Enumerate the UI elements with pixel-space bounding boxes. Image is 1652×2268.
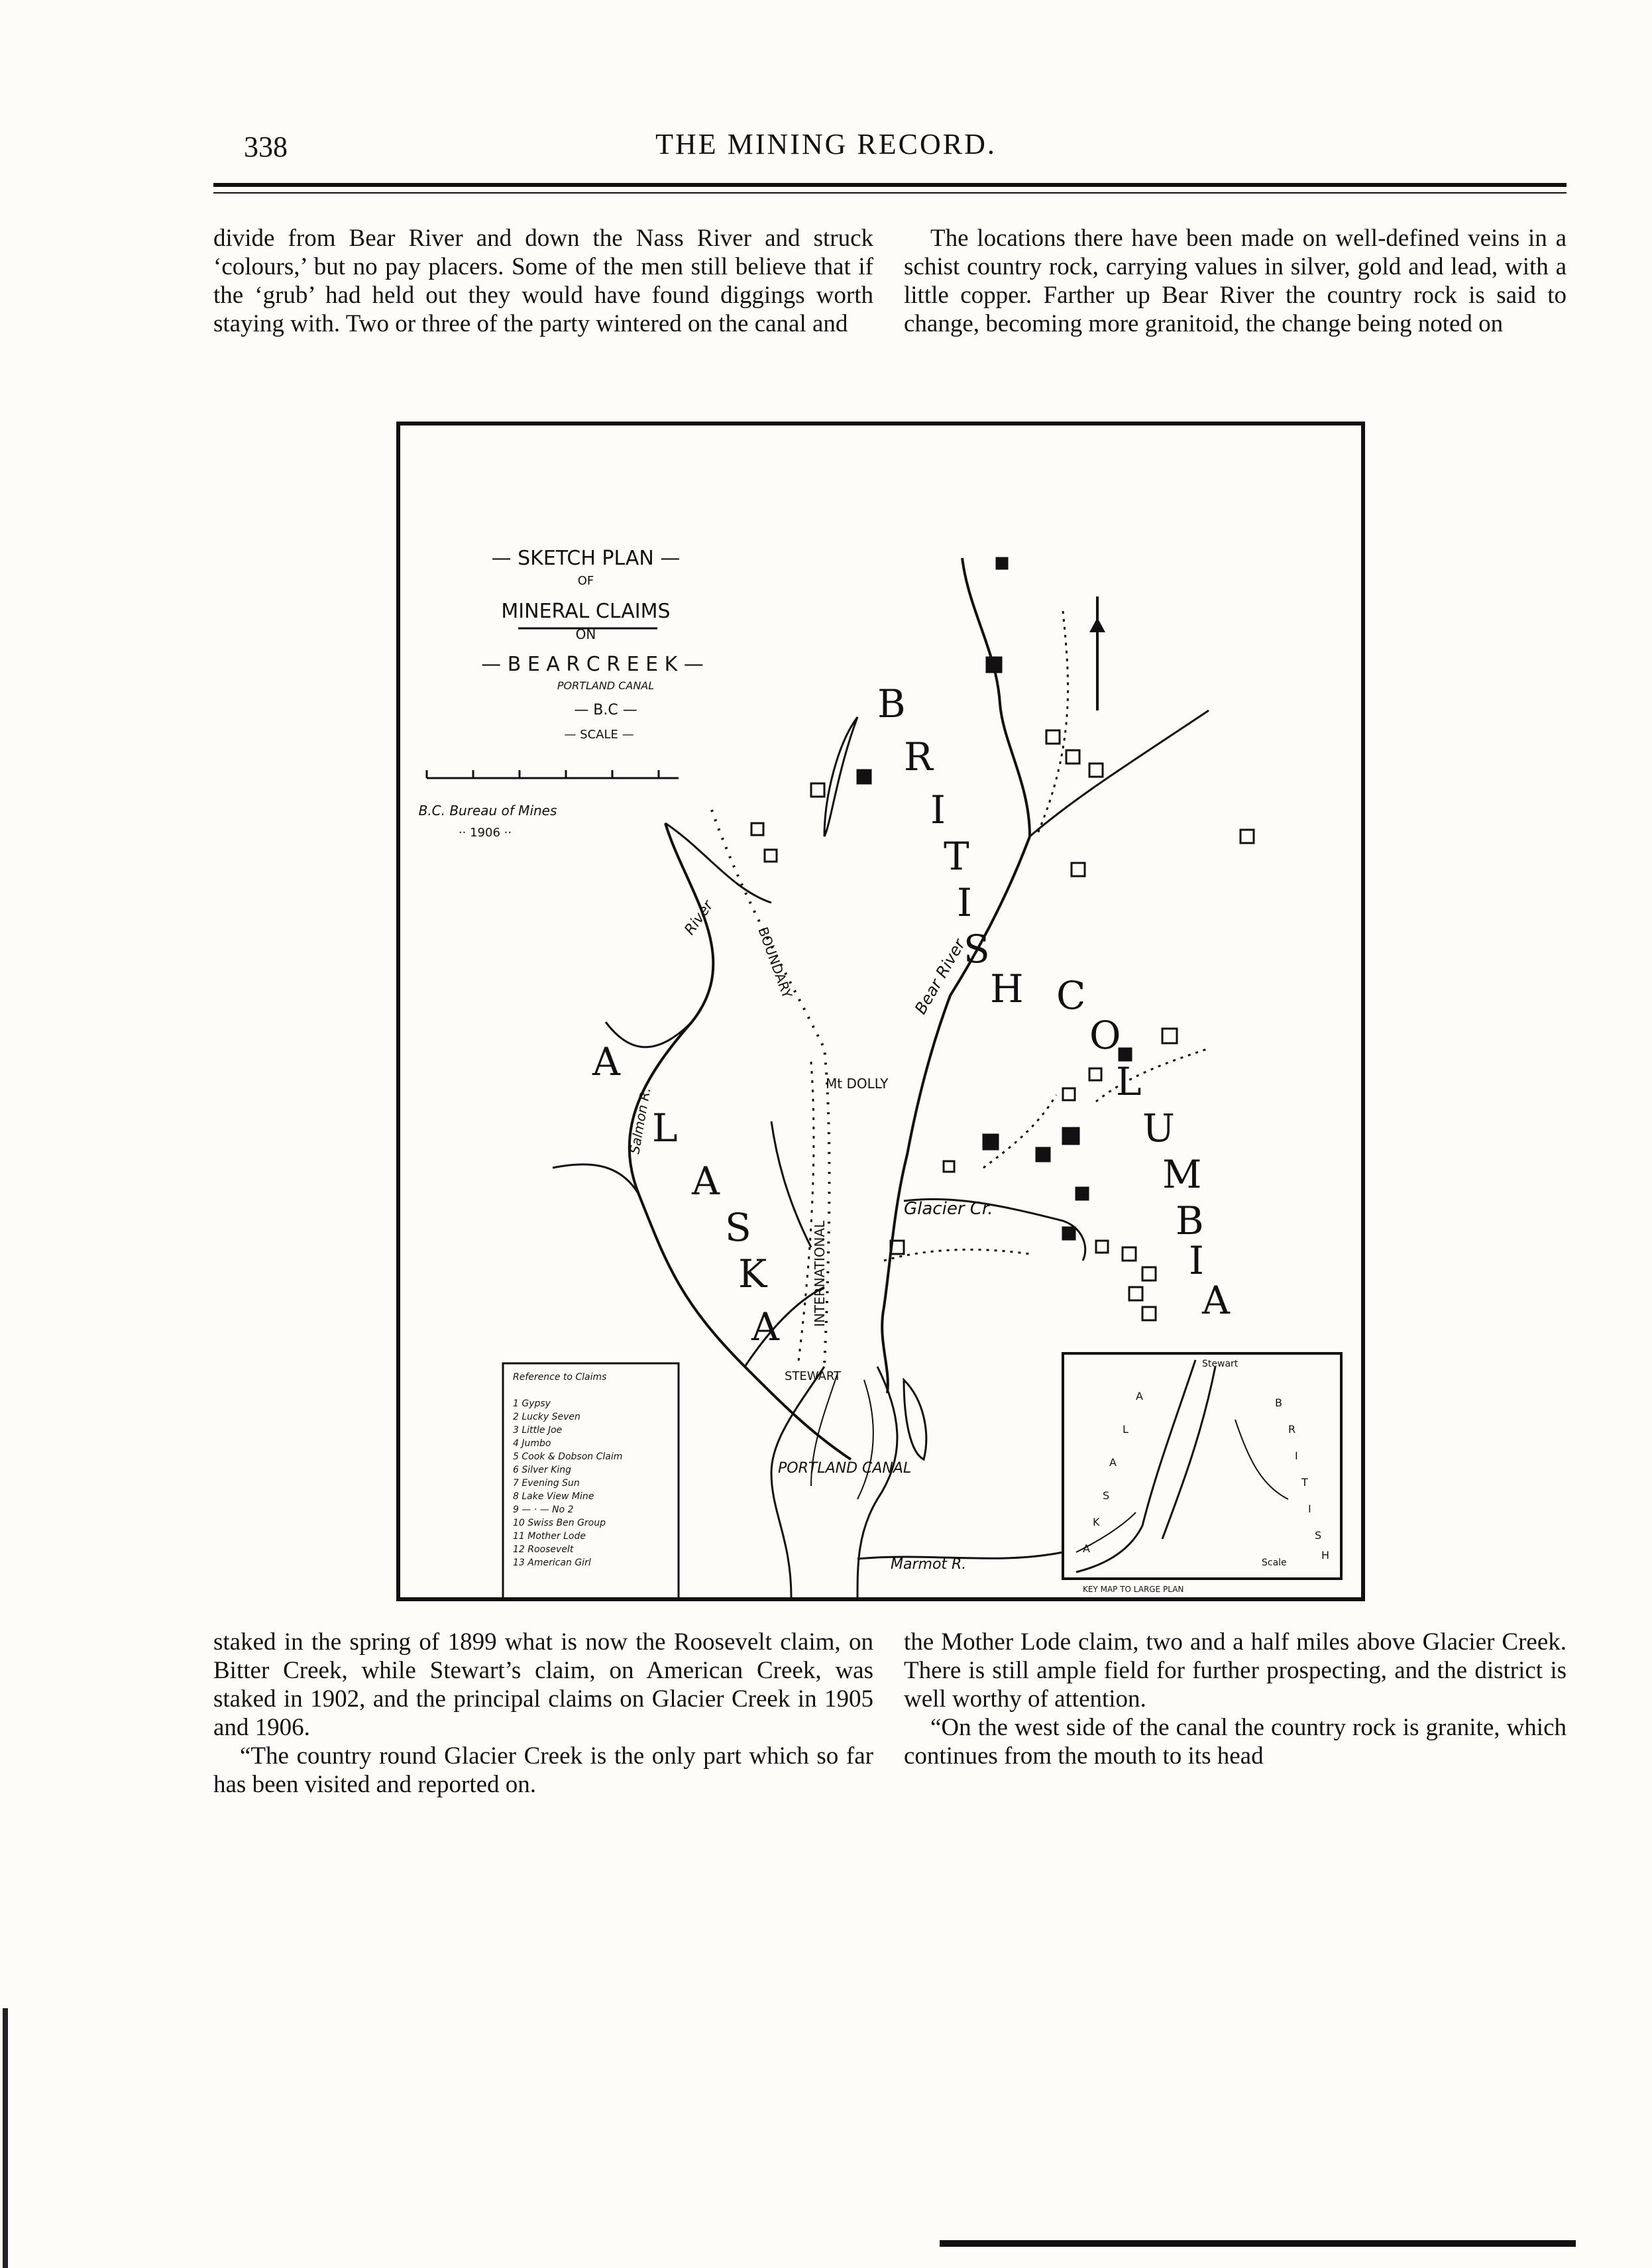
label-boundary: INTERNATIONAL (812, 1220, 828, 1327)
bottom-decorative-bar (940, 2240, 1576, 2247)
map-credit: B.C. Bureau of Mines (418, 803, 557, 819)
svg-text:7 Evening Sun: 7 Evening Sun (513, 1478, 580, 1489)
svg-text:13 American Girl: 13 American Girl (513, 1558, 591, 1568)
svg-text:6 Silver King: 6 Silver King (513, 1465, 571, 1475)
svg-text:I: I (1189, 1238, 1204, 1283)
map-credit: ·· 1906 ·· (458, 826, 512, 840)
svg-text:L: L (1123, 1423, 1129, 1436)
map-figure (396, 422, 1365, 1601)
place-labels (626, 897, 993, 1573)
map-title-line: — SKETCH PLAN — (491, 547, 681, 570)
paragraph: the Mother Lode claim, two and a half miles above Glacier Creek. There is still ample field for further prospecting, and the district is well worthy of attention. (904, 1628, 1567, 1713)
svg-text:A: A (592, 1039, 620, 1084)
svg-text:L: L (1116, 1059, 1142, 1104)
svg-text:U: U (1142, 1106, 1175, 1151)
page-number: 338 (244, 131, 288, 163)
label-glacier-creek: Glacier Cr. (904, 1199, 993, 1219)
paragraph: staked in the spring of 1899 what is now the Roosevelt claim, on Bitter Creek, while Stewart’s claim, on American Creek, was staked in 1902, and the principal claims on Glacier Creek in 1905 and 1906. (213, 1628, 873, 1741)
svg-text:Reference to Claims: Reference to Claims (513, 1372, 607, 1383)
key-map-caption: KEY MAP TO LARGE PLAN (1083, 1585, 1184, 1594)
header-rule-thick (213, 183, 1567, 187)
svg-text:S: S (1315, 1529, 1322, 1542)
svg-text:S: S (1103, 1489, 1110, 1502)
svg-text:L: L (652, 1106, 678, 1151)
svg-text:O: O (1089, 1013, 1121, 1058)
svg-text:I: I (930, 787, 946, 832)
svg-text:B: B (1176, 1198, 1204, 1243)
label-river-upper-left: River (681, 897, 717, 938)
reference-box (503, 1363, 679, 1597)
key-map-inset (1063, 1353, 1341, 1594)
svg-text:A: A (1202, 1278, 1230, 1323)
svg-text:8 Lake View Mine: 8 Lake View Mine (513, 1491, 594, 1502)
alaska-label (592, 1039, 780, 1349)
label-bear-river: Bear River (910, 936, 969, 1017)
label-salmon-river: Salmon R. (626, 1086, 654, 1155)
label-mt-dolly: Mt DOLLY (826, 1076, 889, 1092)
svg-text:12 Roosevelt: 12 Roosevelt (513, 1544, 574, 1555)
svg-text:A: A (1109, 1456, 1117, 1469)
svg-text:B: B (1275, 1396, 1282, 1409)
map-title-line: — B.C — (574, 702, 637, 718)
svg-text:C: C (1056, 973, 1086, 1018)
map-title-line: OF (577, 574, 594, 588)
svg-text:I: I (1308, 1503, 1311, 1515)
bottom-left-column (213, 1628, 873, 1799)
svg-text:4 Jumbo: 4 Jumbo (513, 1438, 551, 1449)
svg-text:H: H (990, 966, 1024, 1011)
svg-text:R: R (1288, 1423, 1296, 1436)
svg-text:A: A (1136, 1390, 1143, 1402)
bottom-right-column (904, 1628, 1567, 1770)
map-title-line: PORTLAND CANAL (557, 679, 655, 692)
svg-text:1 Gypsy: 1 Gypsy (513, 1398, 551, 1409)
svg-text:T: T (1301, 1476, 1308, 1489)
svg-text:B: B (877, 681, 906, 726)
svg-text:5 Cook & Dobson Claim: 5 Cook & Dobson Claim (513, 1451, 623, 1462)
svg-text:I: I (1295, 1449, 1298, 1462)
svg-text:S: S (964, 927, 990, 972)
svg-text:A: A (692, 1159, 720, 1204)
left-edge-bar (3, 2008, 8, 2268)
map-title-line: MINERAL CLAIMS (501, 600, 671, 623)
svg-text:T: T (944, 834, 969, 879)
paragraph: divide from Bear River and down the Nass River and struck ‘colours,’ but no pay placers. Some of the men still believe that if the ‘grub’ had held out they would have found diggings worth staying with. Two or three of the party wintered on the canal and (213, 225, 873, 337)
svg-text:9 — · — No 2: 9 — · — No 2 (513, 1504, 574, 1515)
map-title-line: ON (575, 626, 596, 642)
map-title-block (419, 547, 704, 840)
svg-text:A: A (751, 1304, 779, 1349)
svg-text:3 Little Joe: 3 Little Joe (513, 1425, 563, 1436)
key-map-scale: Scale (1262, 1558, 1287, 1568)
header-rule-thin (213, 192, 1567, 194)
label-portland-canal: PORTLAND CANAL (778, 1460, 912, 1477)
svg-text:K: K (1093, 1516, 1100, 1528)
map-title-line: — B E A R C R E E K — (481, 653, 704, 676)
svg-text:H: H (1321, 1549, 1330, 1561)
map-title-line: — SCALE — (564, 728, 634, 742)
svg-text:2 Lucky Seven: 2 Lucky Seven (513, 1412, 580, 1422)
svg-text:K: K (738, 1251, 767, 1296)
key-map-top-label: Stewart (1202, 1359, 1239, 1369)
svg-text:M: M (1162, 1152, 1202, 1197)
paragraph: “On the west side of the canal the country rock is granite, which continues from the mouth to its head (904, 1714, 1567, 1770)
label-stewart: STEWART (785, 1369, 842, 1383)
svg-text:R: R (904, 734, 933, 779)
svg-text:A: A (1083, 1542, 1090, 1555)
paragraph: “The country round Glacier Creek is the only part which so far has been visited and reported on. (213, 1742, 873, 1798)
top-left-column (213, 224, 873, 338)
paragraph: The locations there have been made on well-defined veins in a schist country rock, carrying values in silver, gold and lead, with a little copper. Farther up Bear River the country rock is said to change, becoming more granitoid, the change being noted on (904, 225, 1567, 337)
top-right-column (904, 224, 1567, 338)
running-title: THE MINING RECORD. (655, 128, 997, 160)
sketch-map (400, 425, 1361, 1597)
svg-text:I: I (957, 880, 972, 925)
svg-text:S: S (725, 1205, 751, 1250)
label-marmot-river: Marmot R. (891, 1556, 967, 1573)
svg-text:11 Mother Lode: 11 Mother Lode (513, 1531, 586, 1542)
label-boundary-upper: BOUNDARY (755, 925, 796, 1001)
svg-text:10 Swiss Ben Group: 10 Swiss Ben Group (513, 1518, 606, 1528)
